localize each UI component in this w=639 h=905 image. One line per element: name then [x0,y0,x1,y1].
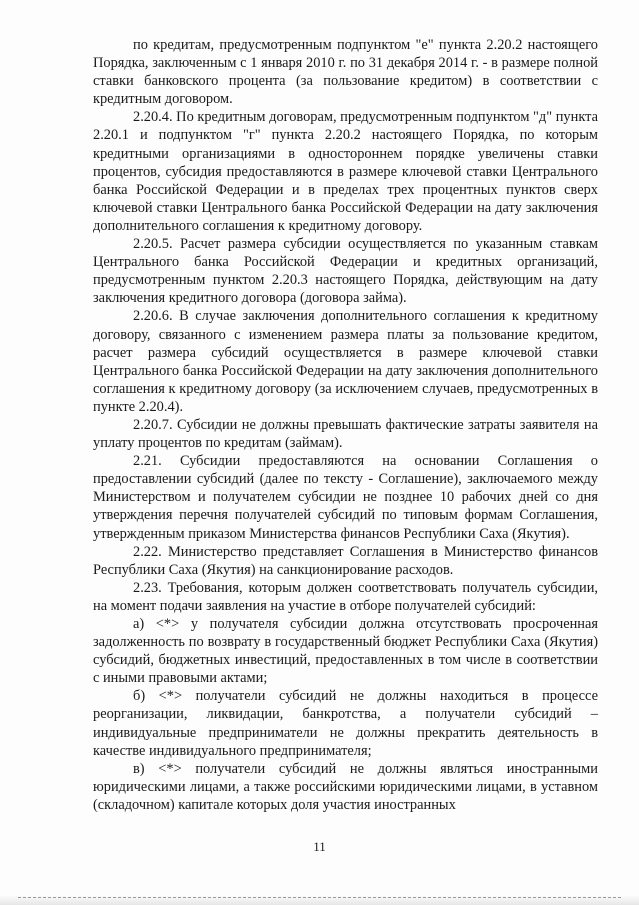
paragraph-2-23: 2.23. Требования, которым должен соответствовать получатель субсидии, на момент подачи заявления на участие в отборе получателей субсидий: [93,579,598,614]
scan-artifact-line [18,897,621,898]
paragraph-2-23-b: б) <*> получатели субсидий не должны находиться в процессе реорганизации, ликвидации, банкротства, а получатели субсидий – индивидуальные предприниматели не должны прекратить деятельность в качестве индивидуального предпринимателя; [93,688,598,759]
paragraph-2-20-6: 2.20.6. В случае заключения дополнительного соглашения к кредитному договору, связанного с изменением размера платы за пользование кредитом, расчет размера субсидий осуществляется в размере ключевой ставки Центрального банка Российской Федерации на дату заключения дополнительного соглашения к кредитному договору (за исключением случаев, предусмотренных в пункте 2.20.4). [93,308,598,415]
paragraph-continuation-2-20-3: по кредитам, предусмотренным подпунктом "е" пункта 2.20.2 настоящего Порядка, заключенным с 1 января 2010 г. по 31 декабря 2014 г. - в размере полной ставки банковского процента (за пользование кредитом) в соответствии с кредитным договором. [93,37,598,108]
paragraph-2-21: 2.21. Субсидии предоставляются на основании Соглашения о предоставлении субсидий (далее по тексту - Соглашение), заключаемого между Министерством и получателем субсидии не позднее 10 рабочих дней со дня утверждения перечня получателей субсидий по типовым формам Соглашения, утвержденным приказом Министерства финансов Республики Саха (Якутия). [93,453,598,542]
scan-bottom-edge [0,894,639,905]
document-body [93,36,598,814]
paragraph-2-20-7: 2.20.7. Субсидии не должны превышать фактические затраты заявителя на уплату процентов по кредитам (займам). [93,416,598,452]
paragraph-2-20-5: 2.20.5. Расчет размера субсидии осуществляется по указанным ставкам Центрального банка Российской Федерации и кредитных организаций, предусмотренным пунктом 2.20.3 настоящего Порядка, действующим на дату заключения кредитного договора (договора займа). [93,236,598,307]
paragraph-2-23-v: в) <*> получатели субсидий не должны являться иностранными юридическими лицами, а также российскими юридическими лицами, в уставном (складочном) капитале которых доля участия иностранных [93,760,598,813]
paragraph-2-22: 2.22. Министерство представляет Соглашения в Министерство финансов Республики Саха (Якутия) на санкционирование расходов. [93,543,598,578]
paragraph-2-23-a: а) <*> у получателя субсидии должна отсутствовать просроченная задолженность по возврату в государственный бюджет Республики Саха (Якутия) субсидий, бюджетных инвестиций, предоставленных в том числе в соответствии с иными правовыми актами; [93,616,598,687]
page-number: 11 [313,839,326,854]
paragraph-2-20-4: 2.20.4. По кредитным договорам, предусмотренным подпунктом "д" пункта 2.20.1 и подпунктом "г" пункта 2.20.2 настоящего Порядка, по которым кредитными организациями в одностороннем порядке увеличены ставки процентов, субсидия предоставляются в размере ключевой ставки Центрального банка Российской Федерации и в пределах трех процентных пунктов сверх ключевой ставки Центрального банка Российской Федерации на дату заключения дополнительного соглашения к кредитному договору. [93,109,598,234]
